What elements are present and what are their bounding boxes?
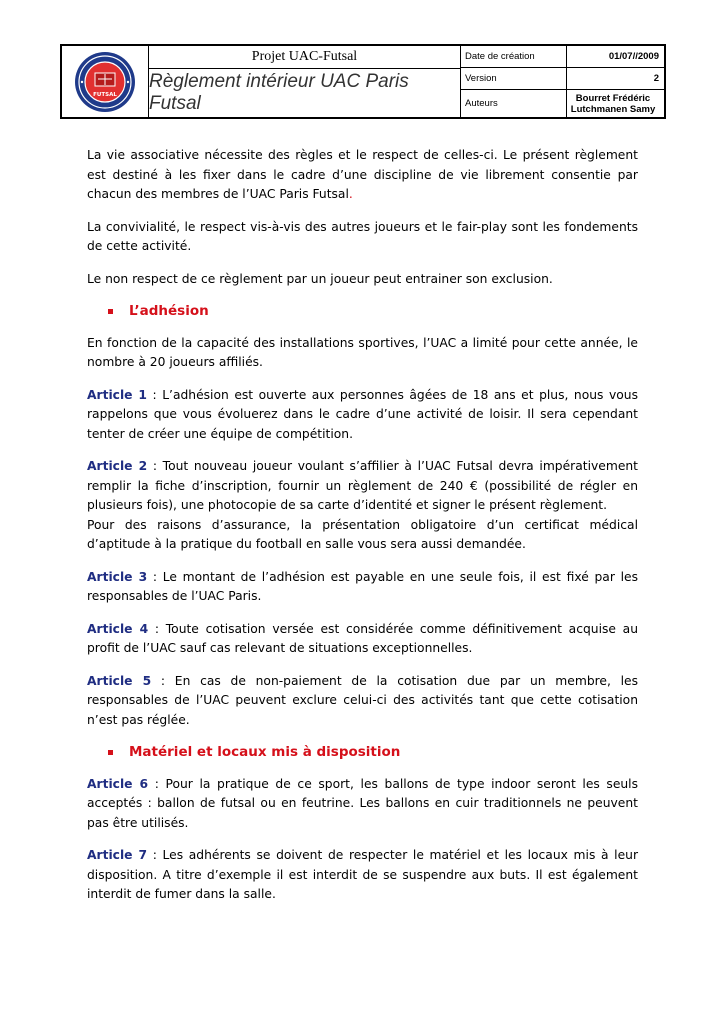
project-name: Projet UAC-Futsal xyxy=(149,46,460,69)
article-label: Article 6 xyxy=(87,776,149,791)
square-bullet-icon xyxy=(108,309,113,314)
section-heading-adhesion xyxy=(87,302,638,322)
article-5: Article 5 : En cas de non-paiement de la cotisation due par un membre, les responsables de l’UAC peuvent exclure celui-ci des activités tant que cette cotisation n’est pas réglée. xyxy=(87,673,639,727)
version-label: Version xyxy=(461,68,567,89)
square-bullet-icon xyxy=(108,750,113,755)
section-title: Matériel et locaux mis à disposition xyxy=(129,744,401,760)
article-1: Article 1 : L’adhésion est ouverte aux personnes âgées de 18 ans et plus, nous vous rappelons que vous évoluerez dans le cadre d’une activité de loisir. Il sera cependant tenter de créer une équipe de compétition. xyxy=(87,387,638,441)
section-heading-materiel xyxy=(87,743,638,763)
section-intro-paragraph: En fonction de la capacité des installations sportives, l’UAC a limité pour cette année, le nombre à 20 joueurs affiliés. xyxy=(87,335,638,369)
article-label: Article 1 xyxy=(87,387,147,402)
authors-label: Auteurs xyxy=(461,90,567,117)
article-label: Article 2 xyxy=(87,459,148,473)
document-header xyxy=(60,44,666,119)
svg-text:FUTSAL: FUTSAL xyxy=(93,91,117,98)
document-title: Règlement intérieur UAC Paris Futsal xyxy=(149,71,409,114)
intro-paragraph-1: La vie associative nécessite des règles et le respect de celles-ci. Le présent règlement est destiné à les fixer dans le cadre d’une discipline de vie librement consentie par chacun des membres de l’UAC Paris Futsal. xyxy=(87,148,638,201)
article-3: Article 3 : Le montant de l’adhésion est payable en une seule fois, il est fixé par les responsables de l’UAC Paris. xyxy=(87,569,639,603)
creation-date-row xyxy=(461,46,664,68)
article-4: Article 4 : Toute cotisation versée est considérée comme définitivement acquise au profit de l’UAC sauf cas relevant de situations exceptionnelles. xyxy=(87,621,639,655)
version-value: 2 xyxy=(653,73,659,84)
article-label: Article 3 xyxy=(87,569,148,584)
authors-row xyxy=(461,90,664,117)
logo-cell xyxy=(62,46,149,117)
creation-date-label: Date de création xyxy=(461,46,567,67)
article-label: Article 4 xyxy=(87,621,149,636)
creation-date-value: 01/07//2009 xyxy=(608,51,659,62)
section-title: L’adhésion xyxy=(129,303,209,319)
version-row xyxy=(461,68,664,90)
article-label: Article 7 xyxy=(87,848,148,862)
article-label: Article 5 xyxy=(87,673,152,688)
author-2: Lutchmanen Samy xyxy=(570,103,656,115)
authors-value xyxy=(567,90,664,117)
article-7: Article 7 : Les adhérents se doivent de respecter le matériel et les locaux mis à leur disposition. A titre d’exemple il est interdit de se suspendre aux buts. Il est également interdit de fumer dans la salle. xyxy=(87,848,639,901)
intro-paragraph-2: La convivialité, le respect vis-à-vis des autres joueurs et le fair-play sont les fondements de cette activité. xyxy=(87,219,638,253)
metadata-table xyxy=(461,46,664,117)
article-6: Article 6 : Pour la pratique de ce sport, les ballons de type indoor seront les seuls acceptés : ballon de futsal ou en feutrine. Les ballons en cuir traditionnels ne peuvent pas être utilisés. xyxy=(87,776,639,830)
uac-futsal-logo xyxy=(74,51,136,113)
article-2: Article 2 : Tout nouveau joueur voulant s’affilier à l’UAC Futsal devra impérativement remplir la fiche d’inscription, fournir un règlement de 240 € (possibilité de régler en plusieurs fois), une photocopie de sa carte d’identité et signer le présent règlement. Pour des raisons d’assurance, la présentation obligatoire d’un certificat médical d’aptitude à la pratique du football en salle vous sera aussi demandée. xyxy=(87,459,639,551)
author-1: Bourret Frédéric xyxy=(575,92,651,104)
intro-paragraph-3: Le non respect de ce règlement par un joueur peut entrainer son exclusion. xyxy=(87,271,553,286)
title-cell xyxy=(149,46,461,117)
document-body xyxy=(87,146,638,918)
